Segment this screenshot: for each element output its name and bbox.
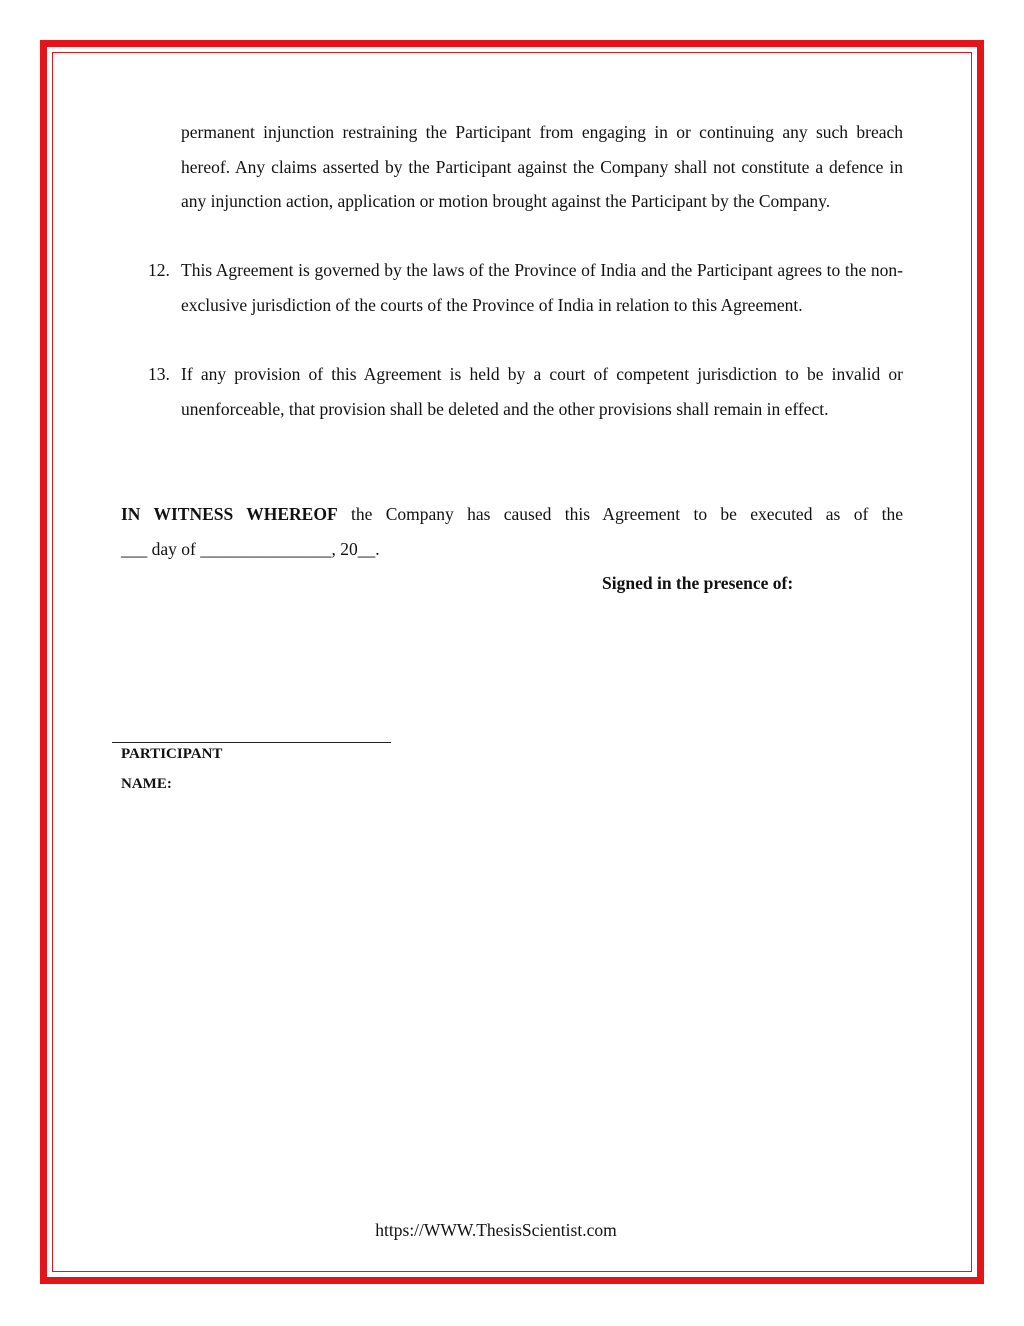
clause-number: 12. (148, 260, 170, 280)
clause-13 (148, 357, 903, 426)
clause-text: If any provision of this Agreement is held by a court of competent jurisdiction to be invalid or unenforceable, that provision shall be deleted and the other provisions shall remain in effect. (181, 364, 903, 419)
footer-url[interactable]: https://WWW.ThesisScientist.com (375, 1220, 617, 1240)
clause-number: 13. (148, 364, 170, 384)
continuation-paragraph: permanent injunction restraining the Participant from engaging in or continuing any such breach hereof. Any claims asserted by the Participant against the Company shall not constitute a defence in any injunction action, application or motion brought against the Participant by the Company. (181, 122, 903, 212)
signature-line (112, 742, 391, 743)
page-border-inner (52, 52, 972, 1272)
witness-lead: IN WITNESS WHEREOF (121, 504, 338, 524)
clause-text: This Agreement is governed by the laws of the Province of India and the Participant agrees to the non-exclusive jurisdiction of the courts of the Province of India in relation to this Agreement. (181, 260, 903, 315)
name-label: NAME: (121, 776, 172, 792)
participant-label: PARTICIPANT (121, 746, 223, 762)
clause-12 (148, 253, 903, 322)
witness-date-line: ___ day of _______________, 20__. (121, 539, 380, 559)
signed-presence-label: Signed in the presence of: (602, 573, 794, 593)
footer (0, 1218, 1024, 1242)
witness-paragraph (121, 497, 903, 532)
witness-rest: the Company has caused this Agreement to be executed as of the (337, 504, 903, 524)
